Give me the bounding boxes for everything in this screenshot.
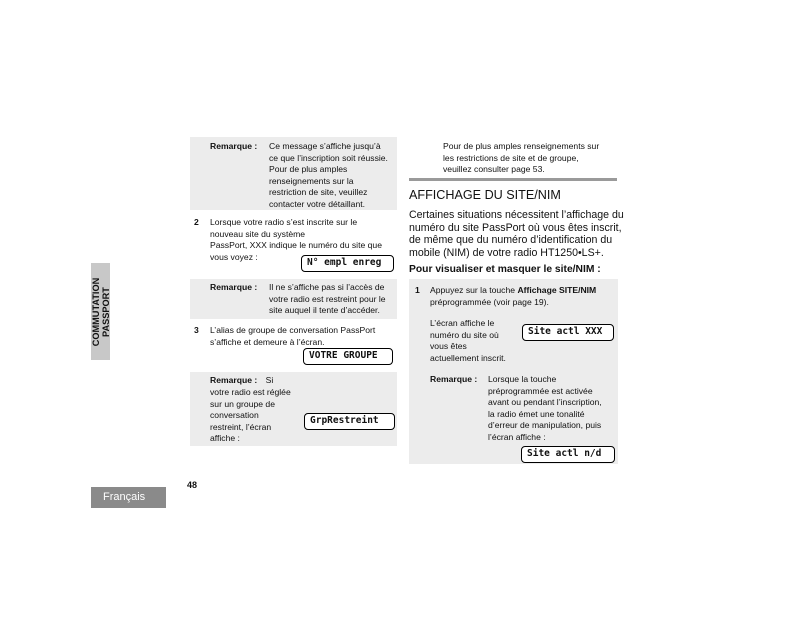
note3-line: sur un groupe de: [210, 398, 275, 409]
section-heading: AFFICHAGE DU SITE/NIM: [409, 188, 561, 202]
site-nim-key-label: Affichage SITE/NIM: [517, 285, 597, 295]
note3-text: [210, 387, 300, 445]
paragraph-line: de même que du numéro d’identification du: [409, 234, 613, 247]
screen-shows-text: [430, 318, 520, 364]
display-current-site: Site actl XXX: [522, 324, 614, 341]
right-step1-line1: [430, 285, 615, 297]
step3-text: [210, 325, 400, 348]
right-step1-line1-pre: Appuyez sur la touche: [430, 285, 518, 295]
right-note-line: l’écran affiche :: [488, 431, 546, 442]
section-paragraph: [409, 209, 624, 259]
note3-line: restreint, l’écran: [210, 421, 272, 432]
language-tab: Français: [91, 487, 166, 508]
note1-line: contacter votre détaillant.: [269, 198, 366, 209]
display-site-enrolled: N° empl enreg: [301, 255, 394, 272]
screen-shows-line: vous êtes: [430, 341, 467, 352]
intro-line: Pour de plus amples renseignements sur: [443, 141, 600, 151]
right-note-line: la radio émet une tonalité: [488, 408, 585, 419]
note1-line: renseignements sur la: [269, 175, 354, 186]
note1-line: restriction de site, veuillez: [269, 187, 368, 198]
step2-line: vous voyez :: [210, 251, 258, 262]
right-step1-line2: préprogrammée (voir page 19).: [430, 296, 549, 307]
screen-shows-line: actuellement inscrit.: [430, 352, 506, 363]
display-restricted-group: GrpRestreint: [304, 413, 395, 430]
right-step1-text: [430, 285, 615, 308]
step2-line: nouveau site du système: [210, 228, 306, 239]
note3-line: conversation: [210, 410, 259, 421]
note3-line: affiche :: [210, 433, 240, 444]
note2-text: [269, 282, 397, 317]
step3-line: s’affiche et demeure à l’écran.: [210, 336, 325, 347]
side-tab-line1: COMMUTATION: [90, 277, 101, 346]
page-number: 48: [187, 480, 198, 490]
note1-text: [269, 141, 397, 211]
note1-line: Pour de plus amples: [269, 164, 348, 175]
paragraph-line: Certaines situations nécessitent l’affichage du: [409, 209, 624, 221]
procedure-subheading: Pour visualiser et masquer le site/NIM :: [409, 264, 601, 275]
step2-line: Lorsque votre radio s’est inscrite sur le: [210, 217, 358, 227]
step3-number: 3: [194, 325, 199, 335]
right-note-line: préprogrammée est activée: [488, 385, 593, 396]
right-note-line: Lorsque la touche: [488, 374, 557, 384]
screen-shows-line: numéro du site où: [430, 329, 499, 340]
right-note-label: Remarque :: [430, 374, 478, 384]
screen-shows-line: L’écran affiche le: [430, 318, 495, 328]
right-note-line: d’erreur de manipulation, puis: [488, 420, 602, 431]
section-side-tab-label: [91, 277, 111, 346]
side-tab-line2: PASSPORT: [100, 286, 111, 337]
right-step1-number: 1: [415, 285, 420, 295]
note3-first-word: Si: [265, 375, 274, 385]
section-side-tab: [91, 263, 110, 360]
note3-label: Remarque :: [210, 375, 258, 385]
display-site-unavailable: Site actl n/d: [521, 446, 615, 463]
right-note-text: [488, 374, 616, 444]
intro-line: les restrictions de site et de groupe,: [443, 152, 579, 163]
step2-line: PassPort, XXX indique le numéro du site que: [210, 240, 382, 251]
display-talkgroup: VOTRE GROUPE: [303, 348, 393, 365]
note2-line: Il ne s’affiche pas si l’accès de: [269, 282, 385, 292]
note2-label: Remarque :: [210, 282, 258, 292]
step2-number: 2: [194, 217, 199, 227]
note2-line: site auquel il tente d’accéder.: [269, 305, 380, 316]
note3-line: votre radio est réglée: [210, 387, 291, 397]
note1-label: Remarque :: [210, 141, 258, 151]
intro-text: [443, 141, 618, 176]
intro-line: veuillez consulter page 53.: [443, 164, 545, 175]
step3-line: L’alias de groupe de conversation PassPort: [210, 325, 376, 335]
paragraph-line: numéro du site PassPort où vous êtes inscrit,: [409, 221, 622, 234]
paragraph-line: mobile (NIM) de votre radio HT1250•LS+.: [409, 246, 604, 259]
note2-line: votre radio est restreint pour le: [269, 293, 386, 304]
note1-line: ce que l’inscription soit réussie.: [269, 152, 388, 163]
section-divider: [409, 178, 617, 181]
note1-line: Ce message s’affiche jusqu’à: [269, 141, 381, 151]
right-note-line: avant ou pendant l’inscription,: [488, 397, 602, 408]
note3-label-line: [210, 375, 273, 387]
